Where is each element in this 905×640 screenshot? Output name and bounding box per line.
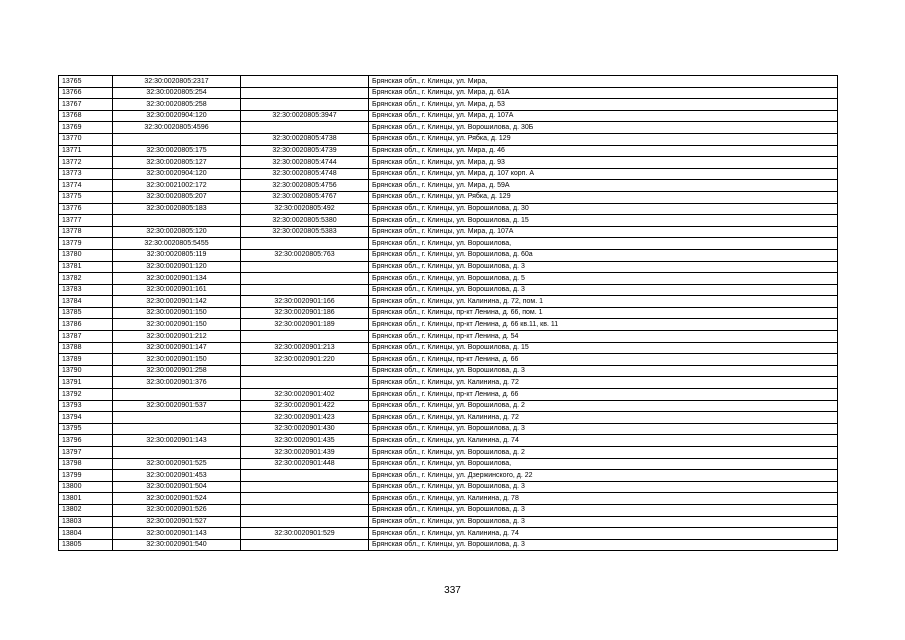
- table-row: [59, 76, 838, 88]
- cadastral-number-cell: 32:30:0020901:150: [113, 319, 241, 331]
- cadastral-number-cell: 32:30:0020901:150: [113, 307, 241, 319]
- related-cadastral-number-cell: 32:30:0020805:4756: [241, 180, 369, 192]
- address-cell: Брянская обл., г. Клинцы, ул. Калинина, д. 78: [369, 493, 838, 505]
- row-number-cell: 13769: [59, 122, 113, 134]
- related-cadastral-number-cell: [241, 122, 369, 134]
- address-cell: Брянская обл., г. Клинцы, ул. Калинина, д. 72, пом. 1: [369, 296, 838, 308]
- related-cadastral-number-cell: 32:30:0020901:213: [241, 342, 369, 354]
- related-cadastral-number-cell: [241, 365, 369, 377]
- cadastral-number-cell: 32:30:0020805:254: [113, 87, 241, 99]
- related-cadastral-number-cell: 32:30:0020805:4739: [241, 145, 369, 157]
- address-cell: Брянская обл., г. Клинцы, пр-кт Ленина, д. 54: [369, 331, 838, 343]
- address-cell: Брянская обл., г. Клинцы, ул. Ворошилова, д. 3: [369, 365, 838, 377]
- related-cadastral-number-cell: 32:30:0020805:4767: [241, 191, 369, 203]
- row-number-cell: 13785: [59, 307, 113, 319]
- cadastral-number-cell: 32:30:0020901:537: [113, 400, 241, 412]
- table-row: [59, 145, 838, 157]
- cadastral-number-cell: 32:30:0020805:5455: [113, 238, 241, 250]
- address-cell: Брянская обл., г. Клинцы, ул. Калинина, д. 72: [369, 412, 838, 424]
- address-cell: Брянская обл., г. Клинцы, ул. Ворошилова, д. 2: [369, 447, 838, 459]
- table-row: [59, 273, 838, 285]
- cadastral-number-cell: 32:30:0020901:143: [113, 528, 241, 540]
- table-row: [59, 168, 838, 180]
- row-number-cell: 13802: [59, 504, 113, 516]
- table-row: [59, 331, 838, 343]
- cadastral-number-cell: 32:30:0020805:127: [113, 157, 241, 169]
- related-cadastral-number-cell: 32:30:0020805:492: [241, 203, 369, 215]
- address-cell: Брянская обл., г. Клинцы, ул. Ворошилова, д. 3: [369, 539, 838, 551]
- related-cadastral-number-cell: [241, 481, 369, 493]
- row-number-cell: 13801: [59, 493, 113, 505]
- address-cell: Брянская обл., г. Клинцы, ул. Рябка, д. 129: [369, 191, 838, 203]
- cadastral-number-cell: 32:30:0020901:143: [113, 435, 241, 447]
- related-cadastral-number-cell: 32:30:0020805:4744: [241, 157, 369, 169]
- address-cell: Брянская обл., г. Клинцы, ул. Ворошилова, д. 3: [369, 284, 838, 296]
- row-number-cell: 13800: [59, 481, 113, 493]
- row-number-cell: 13786: [59, 319, 113, 331]
- cadastral-number-cell: 32:30:0020901:453: [113, 470, 241, 482]
- row-number-cell: 13765: [59, 76, 113, 88]
- related-cadastral-number-cell: 32:30:0020901:402: [241, 389, 369, 401]
- table-row: [59, 447, 838, 459]
- address-cell: Брянская обл., г. Клинцы, ул. Ворошилова, д. 3: [369, 423, 838, 435]
- related-cadastral-number-cell: 32:30:0020805:4738: [241, 133, 369, 145]
- address-cell: Брянская обл., г. Клинцы, ул. Калинина, д. 74: [369, 528, 838, 540]
- address-cell: Брянская обл., г. Клинцы, пр-кт Ленина, д. 66: [369, 389, 838, 401]
- row-number-cell: 13787: [59, 331, 113, 343]
- address-cell: Брянская обл., г. Клинцы, ул. Ворошилова,: [369, 458, 838, 470]
- row-number-cell: 13781: [59, 261, 113, 273]
- address-cell: Брянская обл., г. Клинцы, пр-кт Ленина, д. 66 кв.11, кв. 11: [369, 319, 838, 331]
- cadastral-number-cell: 32:30:0020805:175: [113, 145, 241, 157]
- row-number-cell: 13775: [59, 191, 113, 203]
- address-cell: Брянская обл., г. Клинцы, ул. Мира, д. 107А: [369, 226, 838, 238]
- row-number-cell: 13788: [59, 342, 113, 354]
- row-number-cell: 13795: [59, 423, 113, 435]
- cadastral-number-cell: 32:30:0020805:120: [113, 226, 241, 238]
- address-cell: Брянская обл., г. Клинцы, пр-кт Ленина, д. 66, пом. 1: [369, 307, 838, 319]
- address-cell: Брянская обл., г. Клинцы, ул. Ворошилова, д. 3: [369, 504, 838, 516]
- address-cell: Брянская обл., г. Клинцы, ул. Ворошилова, д. 15: [369, 215, 838, 227]
- address-cell: Брянская обл., г. Клинцы, ул. Ворошилова, д. 3: [369, 261, 838, 273]
- table-row: [59, 296, 838, 308]
- row-number-cell: 13792: [59, 389, 113, 401]
- cadastral-number-cell: 32:30:0020901:212: [113, 331, 241, 343]
- related-cadastral-number-cell: 32:30:0020805:4748: [241, 168, 369, 180]
- address-cell: Брянская обл., г. Клинцы, ул. Ворошилова, д. 30Б: [369, 122, 838, 134]
- row-number-cell: 13778: [59, 226, 113, 238]
- table-row: [59, 493, 838, 505]
- table-row: [59, 504, 838, 516]
- related-cadastral-number-cell: [241, 238, 369, 250]
- related-cadastral-number-cell: 32:30:0020901:435: [241, 435, 369, 447]
- address-cell: Брянская обл., г. Клинцы, ул. Рябка, д. 129: [369, 133, 838, 145]
- table-row: [59, 528, 838, 540]
- row-number-cell: 13797: [59, 447, 113, 459]
- row-number-cell: 13798: [59, 458, 113, 470]
- related-cadastral-number-cell: [241, 516, 369, 528]
- row-number-cell: 13771: [59, 145, 113, 157]
- cadastral-number-cell: 32:30:0020904:120: [113, 110, 241, 122]
- cadastral-number-cell: 32:30:0020901:258: [113, 365, 241, 377]
- cadastral-number-cell: [113, 133, 241, 145]
- cadastral-number-cell: 32:30:0020901:525: [113, 458, 241, 470]
- row-number-cell: 13803: [59, 516, 113, 528]
- related-cadastral-number-cell: 32:30:0020901:529: [241, 528, 369, 540]
- page-number: 337: [444, 585, 461, 596]
- address-cell: Брянская обл., г. Клинцы, ул. Мира, д. 46: [369, 145, 838, 157]
- table-row: [59, 307, 838, 319]
- cadastral-number-cell: 32:30:0021002:172: [113, 180, 241, 192]
- cadastral-number-cell: [113, 412, 241, 424]
- table-row: [59, 249, 838, 261]
- address-cell: Брянская обл., г. Клинцы, ул. Мира, д. 107 корп. А: [369, 168, 838, 180]
- cadastral-number-cell: [113, 423, 241, 435]
- table-row: [59, 191, 838, 203]
- row-number-cell: 13794: [59, 412, 113, 424]
- row-number-cell: 13774: [59, 180, 113, 192]
- row-number-cell: 13779: [59, 238, 113, 250]
- related-cadastral-number-cell: 32:30:0020901:448: [241, 458, 369, 470]
- table-row: [59, 99, 838, 111]
- row-number-cell: 13772: [59, 157, 113, 169]
- table-row: [59, 157, 838, 169]
- related-cadastral-number-cell: 32:30:0020901:220: [241, 354, 369, 366]
- related-cadastral-number-cell: [241, 377, 369, 389]
- address-cell: Брянская обл., г. Клинцы, ул. Ворошилова,: [369, 238, 838, 250]
- cadastral-number-cell: [113, 215, 241, 227]
- cadastral-number-cell: 32:30:0020805:2317: [113, 76, 241, 88]
- related-cadastral-number-cell: [241, 284, 369, 296]
- row-number-cell: 13770: [59, 133, 113, 145]
- address-cell: Брянская обл., г. Клинцы, ул. Мира, д. 61А: [369, 87, 838, 99]
- row-number-cell: 13789: [59, 354, 113, 366]
- cadastral-number-cell: 32:30:0020805:207: [113, 191, 241, 203]
- related-cadastral-number-cell: [241, 331, 369, 343]
- related-cadastral-number-cell: 32:30:0020901:439: [241, 447, 369, 459]
- related-cadastral-number-cell: 32:30:0020805:5383: [241, 226, 369, 238]
- row-number-cell: 13791: [59, 377, 113, 389]
- address-cell: Брянская обл., г. Клинцы, ул. Мира,: [369, 76, 838, 88]
- related-cadastral-number-cell: [241, 493, 369, 505]
- cadastral-number-cell: 32:30:0020901:504: [113, 481, 241, 493]
- row-number-cell: 13784: [59, 296, 113, 308]
- related-cadastral-number-cell: [241, 470, 369, 482]
- related-cadastral-number-cell: [241, 539, 369, 551]
- row-number-cell: 13782: [59, 273, 113, 285]
- row-number-cell: 13804: [59, 528, 113, 540]
- row-number-cell: 13780: [59, 249, 113, 261]
- row-number-cell: 13773: [59, 168, 113, 180]
- table-row: [59, 377, 838, 389]
- table-row: [59, 423, 838, 435]
- address-cell: Брянская обл., г. Клинцы, ул. Дзержинского, д. 22: [369, 470, 838, 482]
- address-cell: Брянская обл., г. Клинцы, ул. Мира, д. 93: [369, 157, 838, 169]
- cadastral-number-cell: 32:30:0020901:526: [113, 504, 241, 516]
- address-cell: Брянская обл., г. Клинцы, ул. Ворошилова, д. 5: [369, 273, 838, 285]
- cadastral-number-cell: 32:30:0020805:183: [113, 203, 241, 215]
- table-row: [59, 470, 838, 482]
- row-number-cell: 13805: [59, 539, 113, 551]
- row-number-cell: 13776: [59, 203, 113, 215]
- table-row: [59, 400, 838, 412]
- table-row: [59, 203, 838, 215]
- row-number-cell: 13799: [59, 470, 113, 482]
- table-row: [59, 389, 838, 401]
- table-row: [59, 238, 838, 250]
- table-row: [59, 180, 838, 192]
- related-cadastral-number-cell: 32:30:0020901:422: [241, 400, 369, 412]
- related-cadastral-number-cell: [241, 87, 369, 99]
- cadastral-number-cell: 32:30:0020901:150: [113, 354, 241, 366]
- table-row: [59, 435, 838, 447]
- table-row: [59, 284, 838, 296]
- address-cell: Брянская обл., г. Клинцы, ул. Ворошилова, д. 60а: [369, 249, 838, 261]
- cadastral-number-cell: [113, 389, 241, 401]
- related-cadastral-number-cell: 32:30:0020805:5380: [241, 215, 369, 227]
- related-cadastral-number-cell: 32:30:0020901:166: [241, 296, 369, 308]
- row-number-cell: 13783: [59, 284, 113, 296]
- cadastral-number-cell: 32:30:0020901:134: [113, 273, 241, 285]
- address-cell: Брянская обл., г. Клинцы, ул. Мира, д. 107А: [369, 110, 838, 122]
- cadastral-number-cell: 32:30:0020805:4596: [113, 122, 241, 134]
- related-cadastral-number-cell: [241, 273, 369, 285]
- address-cell: Брянская обл., г. Клинцы, ул. Мира, д. 53: [369, 99, 838, 111]
- cadastral-number-cell: 32:30:0020901:540: [113, 539, 241, 551]
- table-row: [59, 481, 838, 493]
- registry-table-body: [59, 76, 838, 551]
- cadastral-number-cell: 32:30:0020901:161: [113, 284, 241, 296]
- cadastral-number-cell: 32:30:0020901:147: [113, 342, 241, 354]
- table-row: [59, 342, 838, 354]
- row-number-cell: 13768: [59, 110, 113, 122]
- table-row: [59, 122, 838, 134]
- row-number-cell: 13766: [59, 87, 113, 99]
- table-row: [59, 215, 838, 227]
- cadastral-number-cell: 32:30:0020805:258: [113, 99, 241, 111]
- address-cell: Брянская обл., г. Клинцы, ул. Ворошилова, д. 30: [369, 203, 838, 215]
- related-cadastral-number-cell: 32:30:0020901:189: [241, 319, 369, 331]
- cadastral-number-cell: 32:30:0020904:120: [113, 168, 241, 180]
- registry-table: [58, 75, 838, 551]
- related-cadastral-number-cell: 32:30:0020901:423: [241, 412, 369, 424]
- address-cell: Брянская обл., г. Клинцы, ул. Ворошилова, д. 3: [369, 481, 838, 493]
- cadastral-number-cell: 32:30:0020805:119: [113, 249, 241, 261]
- related-cadastral-number-cell: 32:30:0020901:186: [241, 307, 369, 319]
- table-row: [59, 365, 838, 377]
- related-cadastral-number-cell: 32:30:0020901:430: [241, 423, 369, 435]
- cadastral-number-cell: 32:30:0020901:524: [113, 493, 241, 505]
- cadastral-number-cell: 32:30:0020901:376: [113, 377, 241, 389]
- table-row: [59, 516, 838, 528]
- row-number-cell: 13790: [59, 365, 113, 377]
- related-cadastral-number-cell: 32:30:0020805:763: [241, 249, 369, 261]
- address-cell: Брянская обл., г. Клинцы, ул. Калинина, д. 74: [369, 435, 838, 447]
- table-row: [59, 110, 838, 122]
- row-number-cell: 13793: [59, 400, 113, 412]
- cadastral-number-cell: 32:30:0020901:142: [113, 296, 241, 308]
- row-number-cell: 13796: [59, 435, 113, 447]
- table-row: [59, 412, 838, 424]
- table-row: [59, 458, 838, 470]
- row-number-cell: 13777: [59, 215, 113, 227]
- cadastral-number-cell: [113, 447, 241, 459]
- address-cell: Брянская обл., г. Клинцы, ул. Ворошилова, д. 3: [369, 516, 838, 528]
- related-cadastral-number-cell: [241, 99, 369, 111]
- cadastral-number-cell: 32:30:0020901:120: [113, 261, 241, 273]
- related-cadastral-number-cell: 32:30:0020805:3947: [241, 110, 369, 122]
- address-cell: Брянская обл., г. Клинцы, ул. Ворошилова, д. 15: [369, 342, 838, 354]
- table-row: [59, 539, 838, 551]
- address-cell: Брянская обл., г. Клинцы, ул. Калинина, д. 72: [369, 377, 838, 389]
- table-row: [59, 87, 838, 99]
- row-number-cell: 13767: [59, 99, 113, 111]
- cadastral-number-cell: 32:30:0020901:527: [113, 516, 241, 528]
- related-cadastral-number-cell: [241, 504, 369, 516]
- table-row: [59, 133, 838, 145]
- related-cadastral-number-cell: [241, 76, 369, 88]
- address-cell: Брянская обл., г. Клинцы, ул. Мира, д. 59А: [369, 180, 838, 192]
- table-row: [59, 354, 838, 366]
- address-cell: Брянская обл., г. Клинцы, пр-кт Ленина, д. 66: [369, 354, 838, 366]
- table-row: [59, 261, 838, 273]
- table-row: [59, 319, 838, 331]
- address-cell: Брянская обл., г. Клинцы, ул. Ворошилова, д. 2: [369, 400, 838, 412]
- related-cadastral-number-cell: [241, 261, 369, 273]
- table-row: [59, 226, 838, 238]
